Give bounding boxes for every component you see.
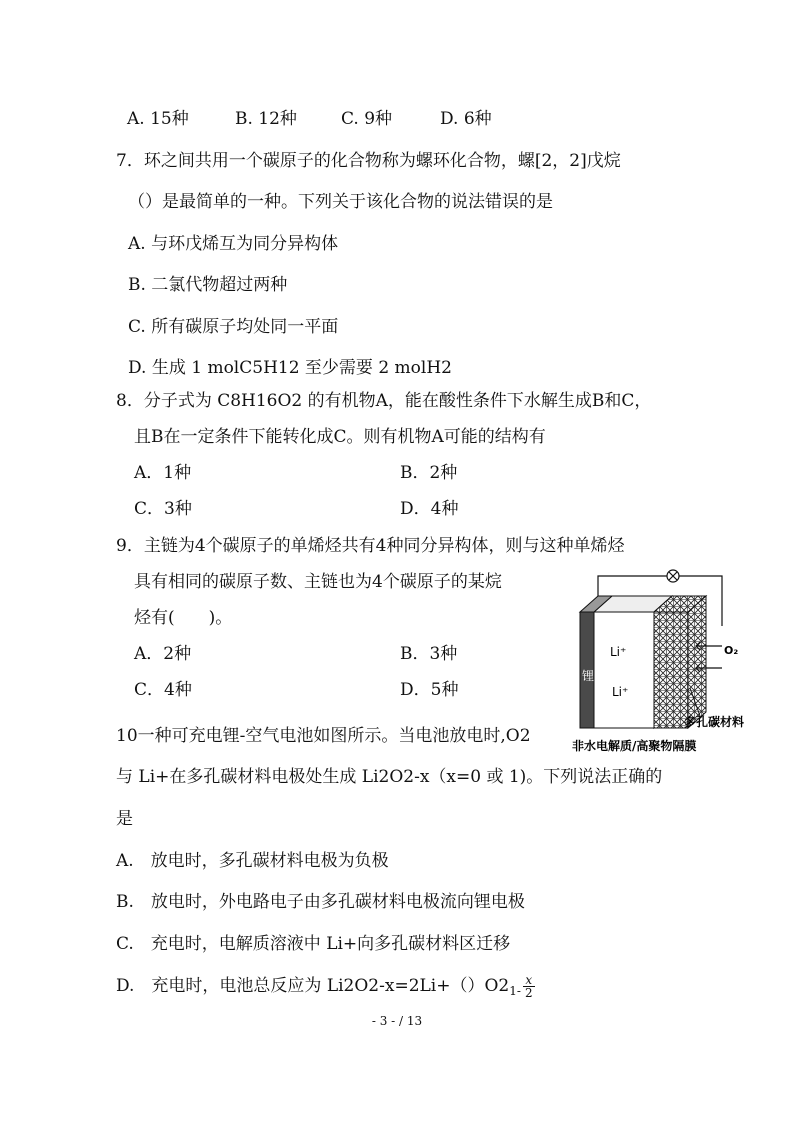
q7-option-c: C. 所有碳原子均处同一平面 — [128, 317, 339, 337]
q6-option-c: C. 9种 — [341, 109, 393, 129]
o2-label: O₂ — [724, 644, 739, 657]
q10-option-d-subscript: 1- — [509, 984, 521, 998]
q8-option-c: C．3种 — [134, 499, 192, 519]
q10-option-b: B. 放电时，外电路电子由多孔碳材料电极流向锂电极 — [116, 892, 525, 912]
q10-option-d-text: D. 充电时，电池总反应为 Li2O2-x=2Li+（）O2 — [116, 976, 510, 996]
q10-option-c: C. 充电时，电解质溶液中 Li+向多孔碳材料区迁移 — [116, 934, 511, 954]
q8-stem-line2: 且B在一定条件下能转化成C。则有机物A可能的结构有 — [134, 427, 546, 447]
q7-stem-line2: （）是最简单的一种。下列关于该化合物的说法错误的是 — [128, 192, 553, 212]
fraction-denominator: 2 — [524, 986, 533, 1000]
fraction-numerator: x — [523, 974, 535, 987]
q8-option-b: B．2种 — [400, 463, 458, 483]
porous-carbon-electrode — [654, 596, 706, 728]
q9-option-c: C．4种 — [134, 680, 192, 700]
q9-stem-line2: 具有相同的碳原子数、主链也为4个碳原子的某烷 — [134, 572, 502, 592]
q8-stem-line1: 8．分子式为 C8H16O2 的有机物A，能在酸性条件下水解生成B和C， — [116, 391, 652, 411]
q10-option-d-fraction — [523, 974, 535, 999]
q6-option-d: D. 6种 — [440, 109, 492, 129]
q10-option-a: A. 放电时，多孔碳材料电极为负极 — [116, 851, 389, 871]
q7-option-d: D. 生成 1 molC5H12 至少需要 2 molH2 — [128, 358, 452, 378]
lithium-air-battery-figure — [572, 568, 762, 760]
q8-option-a: A．1种 — [134, 463, 192, 483]
porous-carbon-label: 多孔碳材料 — [684, 715, 745, 729]
q9-stem-line1: 9．主链为4个碳原子的单烯烃共有4种同分异构体，则与这种单烯烃 — [116, 536, 625, 556]
q7-stem-line1: 7．环之间共用一个碳原子的化合物称为螺环化合物，螺[2，2]戊烷 — [116, 151, 621, 171]
q10-stem-line3: 是 — [116, 809, 133, 829]
q6-option-b: B. 12种 — [235, 109, 297, 129]
li-ion-label-top: Li⁺ — [610, 645, 627, 659]
q10-option-d — [116, 974, 535, 1002]
q10-stem-line2: 与 Li+在多孔碳材料电极处生成 Li2O2-x（x=0 或 1)。下列说法正确的 — [116, 767, 663, 787]
q8-option-d: D．4种 — [400, 499, 459, 519]
lamp-icon — [667, 570, 679, 582]
q7-option-b: B. 二氯代物超过两种 — [128, 275, 288, 295]
li-ion-label-bottom: Li⁺ — [612, 685, 629, 699]
q9-option-d: D．5种 — [400, 680, 459, 700]
page-number: - 3 - / 13 — [371, 1014, 423, 1028]
q6-option-a: A. 15种 — [127, 109, 189, 129]
q10-stem-line1: 10一种可充电锂-空气电池如图所示。当电池放电时,O2 — [116, 726, 531, 746]
q9-option-b: B．3种 — [400, 644, 458, 664]
q9-stem-line3: 烃有( )。 — [134, 608, 233, 628]
q7-option-a: A. 与环戊烯互为同分异构体 — [128, 234, 339, 254]
q9-option-a: A．2种 — [134, 644, 192, 664]
lithium-label: 锂 — [582, 669, 595, 683]
electrolyte-label: 非水电解质/高聚物隔膜 — [572, 739, 697, 753]
